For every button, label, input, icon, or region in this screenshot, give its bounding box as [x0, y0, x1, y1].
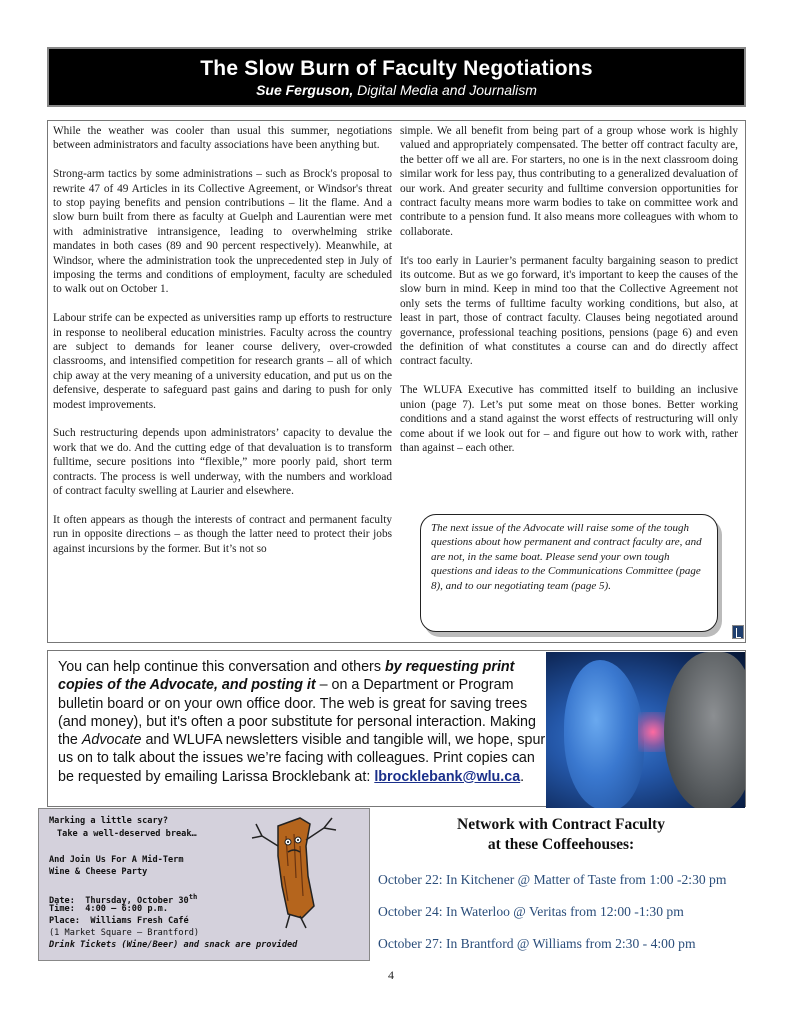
place-value: Williams Fresh Café: [90, 916, 189, 926]
callout-box: [420, 514, 718, 632]
coffeehouse-event: October 27: In Brantford @ Williams from 2:30 - 4:00 pm: [378, 936, 696, 951]
date-label: Date:: [49, 895, 75, 906]
promo-text-part: You can help continue this conversation and others: [58, 659, 385, 675]
place-label: Place:: [49, 916, 81, 926]
article-column-right: [400, 124, 738, 470]
party-line: Marking a little scary?: [49, 816, 168, 826]
article-banner: [47, 47, 746, 107]
time-value: 4:00 – 6:00 p.m.: [85, 904, 169, 914]
paragraph: It often appears as though the interests of contract and permanent faculty run in opposite directions – as though the latter need to protect their jobs against incursions by the former. But it’s not so: [53, 513, 392, 555]
party-line: And Join Us For A Mid-Term: [49, 855, 184, 865]
coffeehouse-heading: [378, 815, 744, 855]
paragraph: Strong-arm tactics by some administrations – such as Brock's proposal to rewrite 47 of 49 Articles in its Collective Agreement, or Windsor's threat to stop paying benefits and pension contributions – lit the flame. And a slow burn built from there as faculty at Guelph and Laurentian were met with administrative intransigence, leading to overwhelming strike mandates in both cases (89 and 90 percent respectively). Meanwhile, at Windsor, where the administration took the unprecedented step in July of imposing the terms and conditions of employment, faculty are scheduled to walk out on October 1.: [53, 168, 392, 296]
date-sup: th: [188, 892, 198, 901]
blue-face-shape: [564, 660, 644, 808]
article-column-left: [53, 124, 392, 571]
article-body: [47, 120, 746, 643]
party-time: [49, 903, 168, 915]
article-title: The Slow Burn of Faculty Negotiations: [200, 57, 593, 80]
coffeehouse-event: October 24: In Waterloo @ Veritas from 12:00 -1:30 pm: [378, 904, 684, 919]
paragraph: The WLUFA Executive has committed itself to building an inclusive union (page 7). Let’s put some meat on those bones. Better working conditions and a stand against the worst effects of restructuring will only come about if we look out for – and figure out how to work with, rather than against – each other.: [400, 384, 738, 454]
coffeehouse-heading-line: Network with Contract Faculty: [457, 816, 665, 833]
party-line: Wine & Cheese Party: [49, 867, 148, 877]
log-cartoon-icon: [248, 806, 343, 931]
callout-text: The next issue of the Advocate will raise some of the tough questions about how permanent and contract faculty are, and are not, in the same boat. Please send your own tough questions and ideas to the Communications Committee (page 8), and to our negotiating team (page 5).: [431, 522, 702, 592]
promo-text-part: – on a Department or Program bulletin board or on your own office door. The web is great for saving trees (and money), but it's often a poor substitute for personal interaction. Making the: [58, 677, 536, 749]
promo-text-part: and WLUFA newsletters visible and tangible will, we hope, spur us on to talk about the issues we’re facing with colleagues. Print copies can be requested by emailing Larissa Brocklebank at:: [58, 732, 546, 785]
wlufa-logo-icon: [732, 625, 744, 639]
time-label: Time:: [49, 904, 75, 914]
paragraph: simple. We all benefit from being part of a group whose work is highly valued and appropriately compensated. The better off contract faculty are, the better off we all are. For starters, no one is in the next classroom doing similar work for less pay, thus contributing to a generalized devaluation of our work. And greater security and fulltime conversion opportunities for contract faculty means more warm bodies to take on committee work and contribute to a pension fund. It also means more colleagues with whom to collaborate.: [400, 125, 738, 238]
paragraph: Labour strife can be expected as universities ramp up efforts to restructure in response to neoliberal education ministries. Faculty across the country are subject to demands for leaner course delivery, over-crowded classrooms, and intensified competition for research grants – all of which chip away at the very meaning of a university education, and put us on the defensive, desperate to safeguard past gains and daring to push for only modest improvements.: [53, 312, 392, 411]
party-address: (1 Market Square – Brantford): [49, 928, 200, 938]
paragraph: It's too early in Laurier’s permanent faculty bargaining season to predict its outcome. But as we go forward, it's important to keep the causes of the slow burn in mind. Keep in mind too that the Collective Agreement not only sets the terms of fulltime faculty working conditions, but also, at least in part, those of contract faculty. Clauses being negotiated around governance, professional teaching positions, pensions (page 6) and even the definition of what constitutes a course can and do directly affect contract faculty.: [400, 254, 738, 368]
grey-face-shape: [664, 652, 745, 808]
promo-text: [58, 658, 548, 786]
party-place: [49, 915, 189, 927]
page-number: 4: [388, 968, 394, 982]
coffeehouse-event: October 22: In Kitchener @ Matter of Taste from 1:00 -2:30 pm: [378, 872, 727, 887]
party-line: Take a well-deserved break…: [57, 829, 197, 839]
author-name: Sue Ferguson,: [256, 82, 354, 98]
promo-advocate: Advocate: [81, 732, 142, 749]
paragraph: While the weather was cooler than usual this summer, negotiations between administrators and faculty associations have been anything but.: [53, 125, 392, 152]
date-value: Thursday, October 30: [85, 895, 189, 906]
promo-emphasis: by requesting print copies of the Advocate, and posting it: [58, 659, 515, 694]
promo-text-part: .: [520, 768, 525, 785]
faces-image: [546, 652, 745, 808]
author-dept: Digital Media and Journalism: [353, 82, 537, 98]
party-tickets: Drink Tickets (Wine/Beer) and snack are provided: [49, 940, 298, 950]
email-link[interactable]: lbrocklebank@wlu.ca: [374, 768, 521, 785]
paragraph: Such restructuring depends upon administrators’ capacity to devalue the work that we do. And the cutting edge of that devaluation is to transform fulltime, secure positions into “flexible,” more poorly paid, short term contracts. The process is well underway, with the numbers and workload of contract faculty swelling at Laurier and elsewhere.: [53, 427, 392, 498]
coffeehouse-heading-line: at these Coffeehouses:: [487, 836, 635, 853]
article-byline: [49, 82, 744, 98]
